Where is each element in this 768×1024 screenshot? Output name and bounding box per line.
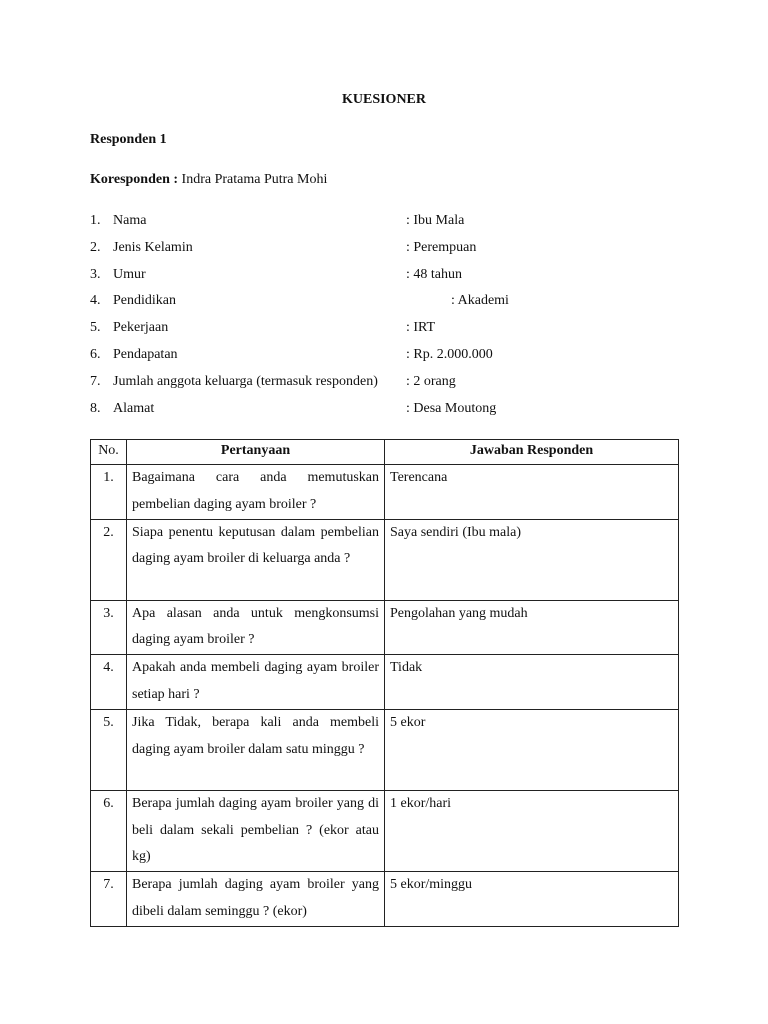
profile-item-label: Alamat	[113, 400, 155, 416]
profile-item-label: Nama	[113, 213, 147, 228]
row-number: 2.	[91, 519, 127, 600]
answer-cell: Terencana	[385, 465, 679, 520]
column-header-question: Pertanyaan	[127, 440, 385, 465]
profile-item-number: 7.	[90, 373, 101, 389]
profile-item-jenis-kelamin	[90, 239, 690, 266]
profile-item-label: Jenis Kelamin	[113, 239, 193, 255]
profile-item-number: 8.	[90, 400, 101, 416]
question-cell: Jika Tidak, berapa kali anda membeli daging ayam broiler dalam satu minggu ?	[127, 709, 385, 790]
row-number: 7.	[91, 872, 127, 927]
questionnaire-table	[90, 439, 679, 927]
profile-item-value: : Perempuan	[406, 239, 477, 255]
answer-cell: 5 ekor/minggu	[385, 872, 679, 927]
table-row	[91, 872, 679, 927]
table-row	[91, 465, 679, 520]
answer-cell: Pengolahan yang mudah	[385, 600, 679, 655]
profile-item-label: Pendidikan	[113, 293, 176, 309]
row-number: 3.	[91, 600, 127, 655]
answer-cell: 5 ekor	[385, 709, 679, 790]
profile-item-label: Pekerjaan	[113, 320, 169, 336]
question-cell: Berapa jumlah daging ayam broiler yang dibeli dalam seminggu ? (ekor)	[127, 872, 385, 927]
question-cell: Siapa penentu keputusan dalam pembelian daging ayam broiler di keluarga anda ?	[127, 519, 385, 600]
column-header-answer: Jawaban Responden	[385, 440, 679, 465]
question-cell: Bagaimana cara anda memutuskan pembelian daging ayam broiler ?	[127, 465, 385, 520]
profile-item-label: Pendapatan	[113, 346, 178, 362]
row-number: 4.	[91, 655, 127, 710]
profile-item-number: 5.	[90, 320, 101, 336]
profile-item-value: : IRT	[406, 320, 436, 336]
answer-cell: Tidak	[385, 655, 679, 710]
profile-item-value: : Rp. 2.000.000	[406, 346, 493, 362]
profile-item-value: : 48 tahun	[406, 266, 462, 282]
koresponden-label: Koresponden :	[90, 172, 179, 187]
respondent-heading: Responden 1	[90, 132, 167, 147]
profile-item-value: : Akademi	[451, 293, 509, 309]
profile-item-value: : Desa Moutong	[406, 400, 497, 416]
table-row	[91, 655, 679, 710]
profile-item-alamat	[90, 400, 690, 427]
profile-item-pendapatan	[90, 346, 690, 373]
table-row	[91, 600, 679, 655]
koresponden-name: Indra Pratama Putra Mohi	[181, 172, 328, 187]
answer-cell: Saya sendiri (Ibu mala)	[385, 519, 679, 600]
profile-item-value: : 2 orang	[406, 373, 456, 389]
profile-item-umur	[90, 266, 690, 293]
profile-item-pendidikan	[90, 292, 690, 319]
respondent-profile-list	[90, 212, 690, 426]
row-number: 1.	[91, 465, 127, 520]
question-cell: Apa alasan anda untuk mengkonsumsi daging ayam broiler ?	[127, 600, 385, 655]
row-number: 6.	[91, 790, 127, 871]
profile-item-number: 4.	[90, 293, 101, 309]
profile-item-number: 1.	[90, 213, 101, 228]
profile-item-nama	[90, 212, 690, 239]
question-cell: Berapa jumlah daging ayam broiler yang di beli dalam sekali pembelian ? (ekor atau kg)	[127, 790, 385, 871]
answer-cell: 1 ekor/hari	[385, 790, 679, 871]
profile-item-jumlah-anggota-keluarga	[90, 373, 690, 400]
table-row	[91, 519, 679, 600]
table-row	[91, 790, 679, 871]
document-title: KUESIONER	[341, 92, 427, 107]
profile-item-pekerjaan	[90, 319, 690, 346]
profile-item-number: 6.	[90, 346, 101, 362]
profile-item-number: 2.	[90, 239, 101, 255]
profile-item-label: Jumlah anggota keluarga (termasuk responden)	[113, 373, 378, 389]
profile-item-number: 3.	[90, 266, 101, 282]
column-header-no: No.	[91, 440, 127, 465]
row-number: 5.	[91, 709, 127, 790]
table-row	[91, 709, 679, 790]
question-cell: Apakah anda membeli daging ayam broiler setiap hari ?	[127, 655, 385, 710]
koresponden-line	[90, 172, 327, 188]
table-header-row	[91, 440, 679, 465]
profile-item-value: : Ibu Mala	[406, 213, 465, 228]
profile-item-label: Umur	[113, 266, 146, 282]
